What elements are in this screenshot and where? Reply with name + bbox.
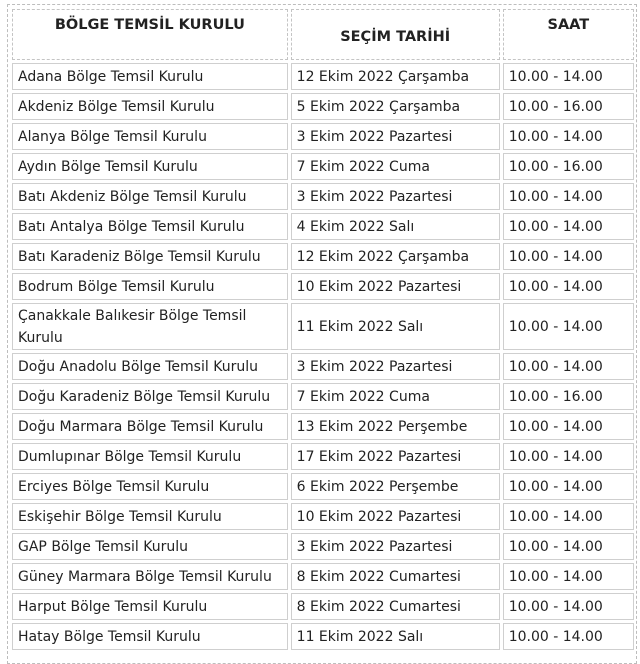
election-schedule-table xyxy=(9,6,637,653)
table-row xyxy=(12,563,634,590)
time-cell: 10.00 - 14.00 xyxy=(503,473,634,500)
election-date-cell: 3 Ekim 2022 Pazartesi xyxy=(291,353,500,380)
election-date-cell: 13 Ekim 2022 Perşembe xyxy=(291,413,500,440)
election-date-cell: 11 Ekim 2022 Salı xyxy=(291,623,500,650)
election-date-cell: 10 Ekim 2022 Pazartesi xyxy=(291,503,500,530)
table-row xyxy=(12,443,634,470)
time-cell: 10.00 - 14.00 xyxy=(503,503,634,530)
table-row xyxy=(12,623,634,650)
region-cell: Batı Karadeniz Bölge Temsil Kurulu xyxy=(12,243,288,270)
region-cell: Bodrum Bölge Temsil Kurulu xyxy=(12,273,288,300)
table-row xyxy=(12,353,634,380)
time-cell: 10.00 - 14.00 xyxy=(503,533,634,560)
header-election-date: SEÇİM TARİHİ xyxy=(291,9,500,60)
time-cell: 10.00 - 14.00 xyxy=(503,123,634,150)
region-cell: Adana Bölge Temsil Kurulu xyxy=(12,63,288,90)
time-cell: 10.00 - 14.00 xyxy=(503,563,634,590)
region-cell: Eskişehir Bölge Temsil Kurulu xyxy=(12,503,288,530)
time-cell: 10.00 - 14.00 xyxy=(503,273,634,300)
election-date-cell: 3 Ekim 2022 Pazartesi xyxy=(291,123,500,150)
election-date-cell: 4 Ekim 2022 Salı xyxy=(291,213,500,240)
election-date-cell: 3 Ekim 2022 Pazartesi xyxy=(291,533,500,560)
table-row xyxy=(12,243,634,270)
table-row xyxy=(12,63,634,90)
region-cell: Doğu Karadeniz Bölge Temsil Kurulu xyxy=(12,383,288,410)
table-row xyxy=(12,383,634,410)
table-row xyxy=(12,503,634,530)
election-date-cell: 6 Ekim 2022 Perşembe xyxy=(291,473,500,500)
time-cell: 10.00 - 14.00 xyxy=(503,443,634,470)
region-cell: Alanya Bölge Temsil Kurulu xyxy=(12,123,288,150)
region-cell: Dumlupınar Bölge Temsil Kurulu xyxy=(12,443,288,470)
time-cell: 10.00 - 14.00 xyxy=(503,63,634,90)
election-date-cell: 7 Ekim 2022 Cuma xyxy=(291,383,500,410)
region-cell: Akdeniz Bölge Temsil Kurulu xyxy=(12,93,288,120)
election-date-cell: 11 Ekim 2022 Salı xyxy=(291,303,500,350)
table-row xyxy=(12,473,634,500)
table-row xyxy=(12,533,634,560)
table-row xyxy=(12,303,634,350)
time-cell: 10.00 - 14.00 xyxy=(503,353,634,380)
table-row xyxy=(12,153,634,180)
time-cell: 10.00 - 14.00 xyxy=(503,303,634,350)
table-row xyxy=(12,213,634,240)
table-row xyxy=(12,123,634,150)
table-row xyxy=(12,593,634,620)
region-cell: Aydın Bölge Temsil Kurulu xyxy=(12,153,288,180)
table-body xyxy=(12,63,634,650)
region-cell: Hatay Bölge Temsil Kurulu xyxy=(12,623,288,650)
election-date-cell: 8 Ekim 2022 Cumartesi xyxy=(291,563,500,590)
table-header-row xyxy=(12,9,634,60)
table-row xyxy=(12,183,634,210)
election-date-cell: 3 Ekim 2022 Pazartesi xyxy=(291,183,500,210)
time-cell: 10.00 - 14.00 xyxy=(503,593,634,620)
table-row xyxy=(12,413,634,440)
time-cell: 10.00 - 14.00 xyxy=(503,413,634,440)
region-cell: Güney Marmara Bölge Temsil Kurulu xyxy=(12,563,288,590)
election-date-cell: 5 Ekim 2022 Çarşamba xyxy=(291,93,500,120)
table-row xyxy=(12,93,634,120)
election-date-cell: 8 Ekim 2022 Cumartesi xyxy=(291,593,500,620)
region-cell: Doğu Marmara Bölge Temsil Kurulu xyxy=(12,413,288,440)
header-time: SAAT xyxy=(503,9,634,60)
region-cell: Harput Bölge Temsil Kurulu xyxy=(12,593,288,620)
election-date-cell: 7 Ekim 2022 Cuma xyxy=(291,153,500,180)
region-cell: Batı Akdeniz Bölge Temsil Kurulu xyxy=(12,183,288,210)
region-cell: GAP Bölge Temsil Kurulu xyxy=(12,533,288,560)
time-cell: 10.00 - 14.00 xyxy=(503,243,634,270)
region-cell: Doğu Anadolu Bölge Temsil Kurulu xyxy=(12,353,288,380)
election-date-cell: 12 Ekim 2022 Çarşamba xyxy=(291,243,500,270)
election-date-cell: 12 Ekim 2022 Çarşamba xyxy=(291,63,500,90)
time-cell: 10.00 - 16.00 xyxy=(503,153,634,180)
table-row xyxy=(12,273,634,300)
time-cell: 10.00 - 16.00 xyxy=(503,93,634,120)
time-cell: 10.00 - 14.00 xyxy=(503,213,634,240)
region-cell: Çanakkale Balıkesir Bölge Temsil Kurulu xyxy=(12,303,288,350)
time-cell: 10.00 - 16.00 xyxy=(503,383,634,410)
header-region: BÖLGE TEMSİL KURULU xyxy=(12,9,288,60)
time-cell: 10.00 - 14.00 xyxy=(503,623,634,650)
election-date-cell: 17 Ekim 2022 Pazartesi xyxy=(291,443,500,470)
election-date-cell: 10 Ekim 2022 Pazartesi xyxy=(291,273,500,300)
region-cell: Batı Antalya Bölge Temsil Kurulu xyxy=(12,213,288,240)
time-cell: 10.00 - 14.00 xyxy=(503,183,634,210)
region-cell: Erciyes Bölge Temsil Kurulu xyxy=(12,473,288,500)
